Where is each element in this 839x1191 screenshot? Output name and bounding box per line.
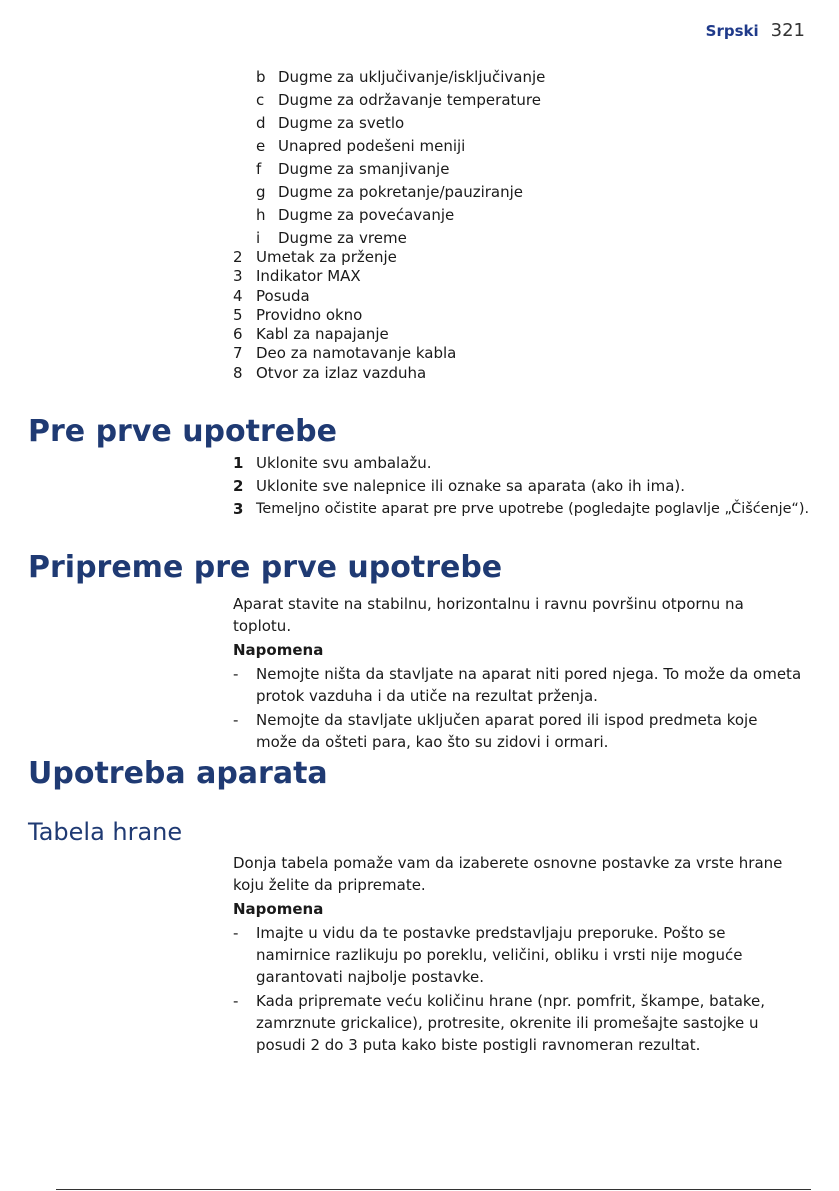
bullet-item: - Imajte u vidu da te postavke predstavljaju preporuke. Pošto se namirnice razlikuju po poreklu, veličini, obliku i vrsti nije moguće garantovati najbolje postavke. [233, 924, 743, 986]
control-panel-list [256, 66, 545, 250]
bullet-item: - Nemojte ništa da stavljate na aparat niti pored njega. To može da ometa protok vazduha i da utiče na rezultat prženja. [233, 665, 802, 705]
parts-list [233, 248, 456, 383]
step-item: 3 Temeljno očistite aparat pre prve upotrebe (pogledajte poglavlje „Čišćenje“). [233, 500, 810, 518]
list-item: f Dugme za smanjivanje [256, 160, 450, 178]
footer-rule [56, 1189, 811, 1190]
page-number: 321 [770, 20, 805, 41]
list-item: b Dugme za uključivanje/isključivanje [256, 68, 546, 86]
list-item: 2 Umetak za prženje [233, 248, 397, 266]
list-item: c Dugme za održavanje temperature [256, 91, 541, 109]
list-item: h Dugme za povećavanje [256, 206, 455, 224]
list-item: 7 Deo za namotavanje kabla [233, 344, 457, 363]
bullet-item: - Nemojte da stavljate uključen aparat pored ili ispod predmeta koje može da ošteti para, kao što su zidovi i ormari. [233, 711, 758, 751]
list-item: e Unapred podešeni meniji [256, 137, 466, 155]
bullet-marker: - [233, 711, 239, 729]
list-item: 4 Posuda [233, 286, 310, 305]
bullet-marker: - [233, 992, 239, 1010]
page-header [706, 20, 805, 41]
usage-intro: Donja tabela pomaže vam da izaberete osnovne postavke za vrste hrane koju želite da pripremate. [233, 854, 783, 894]
list-item: 3 Indikator MAX [233, 267, 361, 286]
bullet-marker: - [233, 924, 239, 942]
section-title-before-first-use: Pre prve upotrebe [28, 414, 337, 449]
language-label: Srpski [705, 22, 759, 40]
note-title: Napomena [233, 641, 324, 659]
list-item: d Dugme za svetlo [256, 114, 405, 132]
section-title-usage: Upotreba aparata [28, 756, 328, 791]
first-use-steps [233, 452, 809, 521]
bullet-marker: - [233, 665, 239, 683]
list-item: 5 Providno okno [233, 305, 363, 324]
step-item: 1 Uklonite svu ambalažu. [233, 454, 432, 472]
section-title-preparation: Pripreme pre prve upotrebe [28, 550, 503, 585]
list-item: 6 Kabl za napajanje [233, 325, 389, 344]
list-item: i Dugme za vreme [256, 229, 407, 247]
step-item: 2 Uklonite sve nalepnice ili oznake sa aparata (ako ih ima). [233, 477, 686, 495]
bullet-item: - Kada pripremate veću količinu hrane (npr. pomfrit, škampe, batake, zamrznute grickalice), protresite, okrenite ili promešajte sastojke u posudi 2 do 3 puta kako biste postigli ravnomeran rezultat. [233, 992, 766, 1054]
list-item: g Dugme za pokretanje/pauziranje [256, 183, 524, 201]
usage-body [233, 852, 803, 1056]
preparation-body [233, 593, 803, 753]
note-title: Napomena [233, 900, 324, 918]
list-item: 8 Otvor za izlaz vazduha [233, 363, 427, 382]
preparation-intro: Aparat stavite na stabilnu, horizontalnu i ravnu površinu otpornu na toplotu. [233, 595, 744, 635]
subsection-title-food-table: Tabela hrane [28, 818, 183, 846]
